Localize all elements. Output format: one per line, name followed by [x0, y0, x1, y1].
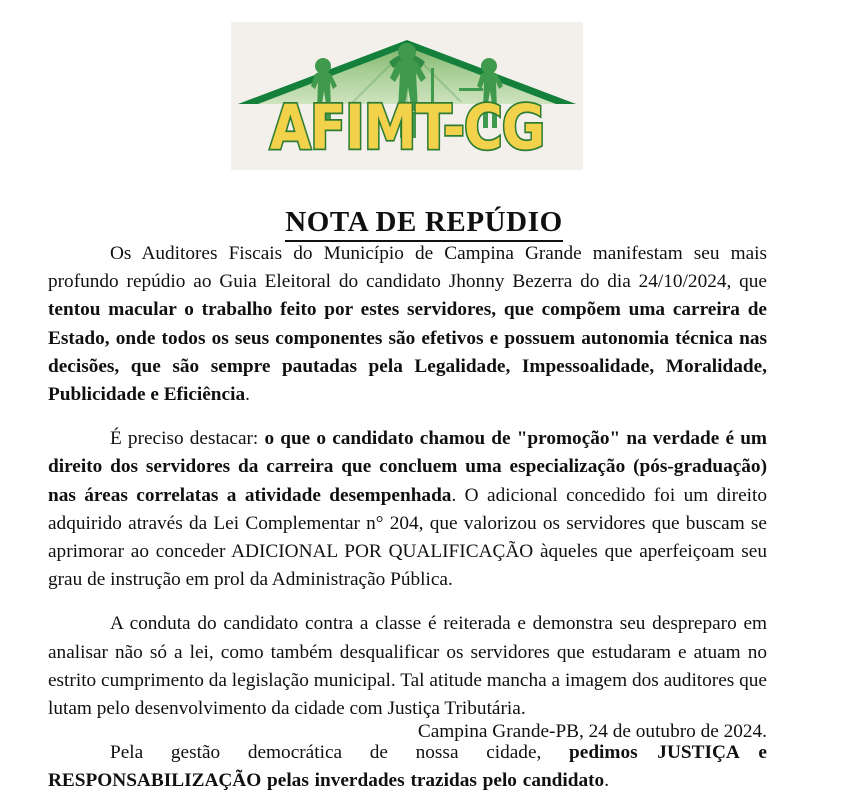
text-run: Os Auditores Fiscais do Município de Campina Grande manifestam seu mais profundo repúdio ao Guia Eleitoral do candidato Jhonny Bezerra do dia 24/10/2024, que: [48, 243, 767, 293]
emphasis-run: o que o candidato chamou de "promoção" na verdade é um direito dos servidores da carreira que concluem uma especialização (pós-graduação) nas áreas correlatas a atividade desempenhada: [48, 428, 767, 506]
emphasis-run: tentou macular o trabalho feito por estes servidores, que compõem uma carreira de Estado, onde todos os seus componentes são efetivos e possuem autonomia técnica nas decisões, que são sempre pautadas pela Legalidade, Impessoalidade, Moralidade, Publicidade e Eficiência: [48, 299, 767, 406]
text-run: .: [604, 770, 610, 792]
text-run: É preciso destacar:: [110, 428, 265, 450]
text-run: A conduta do candidato contra a classe é reiterada e demonstra seu despreparo em analisar não só a lei, como também desqualificar os servidores que estudaram e atuam no estrito cumprimento da legislação municipal. Tal atitude mancha a imagem dos auditores que lutam pelo desenvolvimento da cidade com Justiça Tributária.: [48, 613, 767, 720]
logo-graphic: [231, 22, 583, 170]
text-run: . O adicional concedido foi um direito adquirido através da Lei Complementar n° 204, que valorizou os servidores que buscam se aprimorar ao conceder ADICIONAL POR QUALIFICAÇÃO àqueles que aperfeiçoam seu grau de instrução em prol da Administração Pública.: [48, 484, 767, 591]
page-title: [0, 207, 848, 242]
text-run: .: [245, 384, 250, 406]
text-run: Pela gestão democrática de nossa cidade,: [110, 742, 570, 764]
paragraph-1: [48, 240, 767, 409]
paragraph-2: [48, 425, 767, 594]
page-title-text: NOTA DE REPÚDIO: [285, 207, 563, 242]
emphasis-run: pedimos JUSTIÇA e RESPONSABILIZAÇÃO pelas inverdades trazidas pelo candidato: [48, 742, 767, 792]
afimt-cg-logo: [231, 22, 583, 170]
signoff-line: Campina Grande-PB, 24 de outubro de 2024.: [417, 721, 767, 742]
document-body: [48, 240, 767, 796]
paragraph-3: [48, 610, 767, 723]
paragraph-4: [48, 739, 767, 795]
logo-wordmark: AFIMT-CG: [269, 91, 545, 164]
